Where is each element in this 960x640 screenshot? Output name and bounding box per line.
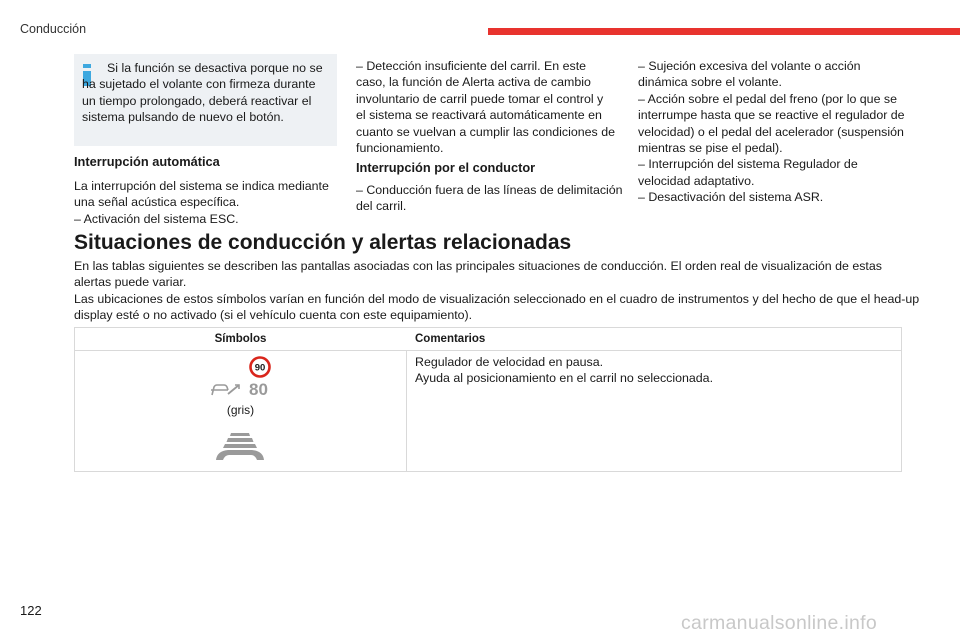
table-row-divider — [75, 350, 901, 351]
text-line: – Desactivación del sistema ASR. — [638, 190, 824, 205]
text-line: del carril. — [356, 199, 407, 214]
text-line: mientras se pise el pedal). — [638, 141, 783, 156]
text-line: interrumpe hasta que se reactive el regulador de — [638, 108, 905, 123]
text-line: Ayuda al posicionamiento en el carril no seleccionada. — [415, 371, 714, 386]
col3-text — [638, 58, 908, 206]
speed-value: 80 — [249, 380, 268, 399]
lane-positioning-icon — [214, 432, 266, 462]
text-line: – Activación del sistema ESC. — [74, 211, 239, 226]
main-heading: Situaciones de conducción y alertas relacionadas — [74, 231, 572, 254]
col2-text-2 — [356, 182, 631, 215]
speed-limit-sign-icon — [249, 356, 271, 378]
sign-value: 90 — [254, 362, 266, 374]
table-column-divider — [406, 350, 407, 471]
symbols-table — [74, 327, 902, 472]
text-line: – Interrupción del sistema Regulador de — [638, 157, 858, 172]
text-line: velocidad) o el pedal del acelerador (suspensión — [638, 124, 904, 139]
text-line: – Acción sobre el pedal del freno (por lo que se — [638, 91, 897, 106]
row-comments — [415, 354, 713, 387]
info-note — [74, 54, 337, 146]
text-line: Las ubicaciones de estos símbolos varían en función del modo de visualización seleccionado en el cuadro de instrumentos y del hecho de que el head-up — [74, 291, 920, 306]
text-line: involuntario de carril puede tomar el control y — [356, 91, 604, 106]
text-line: – Sujeción excesiva del volante o acción — [638, 59, 861, 73]
text-line: En las tablas siguientes se describen las pantallas asociadas con las principales situaciones de conducción. El orden real de visualización de estas — [74, 259, 882, 273]
page-number: 122 — [20, 603, 42, 618]
header-comments: Comentarios — [415, 333, 486, 345]
text-line: alertas puede variar. — [74, 275, 187, 290]
text-line: dinámica sobre el volante. — [638, 75, 782, 90]
text-line: funcionamiento. — [356, 141, 444, 156]
text-line: Regulador de velocidad en pausa. — [415, 355, 604, 369]
info-note-text: Si la función se desactiva porque no se ha sujetado el volante con firmeza durante un tiempo prolongado, deberá reactivar el sistema pulsando de nuevo el botón. — [82, 61, 323, 125]
heading-automatic-interruption: Interrupción automática — [74, 154, 220, 169]
section-title: Conducción — [20, 22, 87, 36]
symbol-note: (gris) — [226, 403, 255, 417]
text-line: caso, la función de Alerta activa de cambio — [356, 75, 591, 90]
cruise-control-icon — [209, 382, 241, 398]
col2-text — [356, 58, 626, 156]
text-line: una señal acústica específica. — [74, 195, 240, 210]
text-line: cuanto se vuelvan a cumplir las condiciones de — [356, 124, 615, 139]
text-line: – Conducción fuera de las líneas de delimitación — [356, 183, 623, 197]
text-line: – Detección insuficiente del carril. En este — [356, 59, 587, 73]
text-line: display esté o no activado (si el vehículo cuenta con este equipamiento). — [74, 308, 473, 323]
text-line: velocidad adaptativo. — [638, 173, 755, 188]
heading-driver-interruption: Interrupción por el conductor — [356, 160, 536, 175]
col1-text — [74, 178, 344, 227]
header-symbols: Símbolos — [214, 333, 267, 345]
watermark: carmanualsonline.info — [681, 612, 877, 634]
text-line: el sistema se reactivará automáticamente en — [356, 108, 602, 123]
header-accent-bar — [488, 28, 960, 35]
text-line: La interrupción del sistema se indica mediante — [74, 179, 329, 193]
intro-text — [74, 258, 920, 324]
